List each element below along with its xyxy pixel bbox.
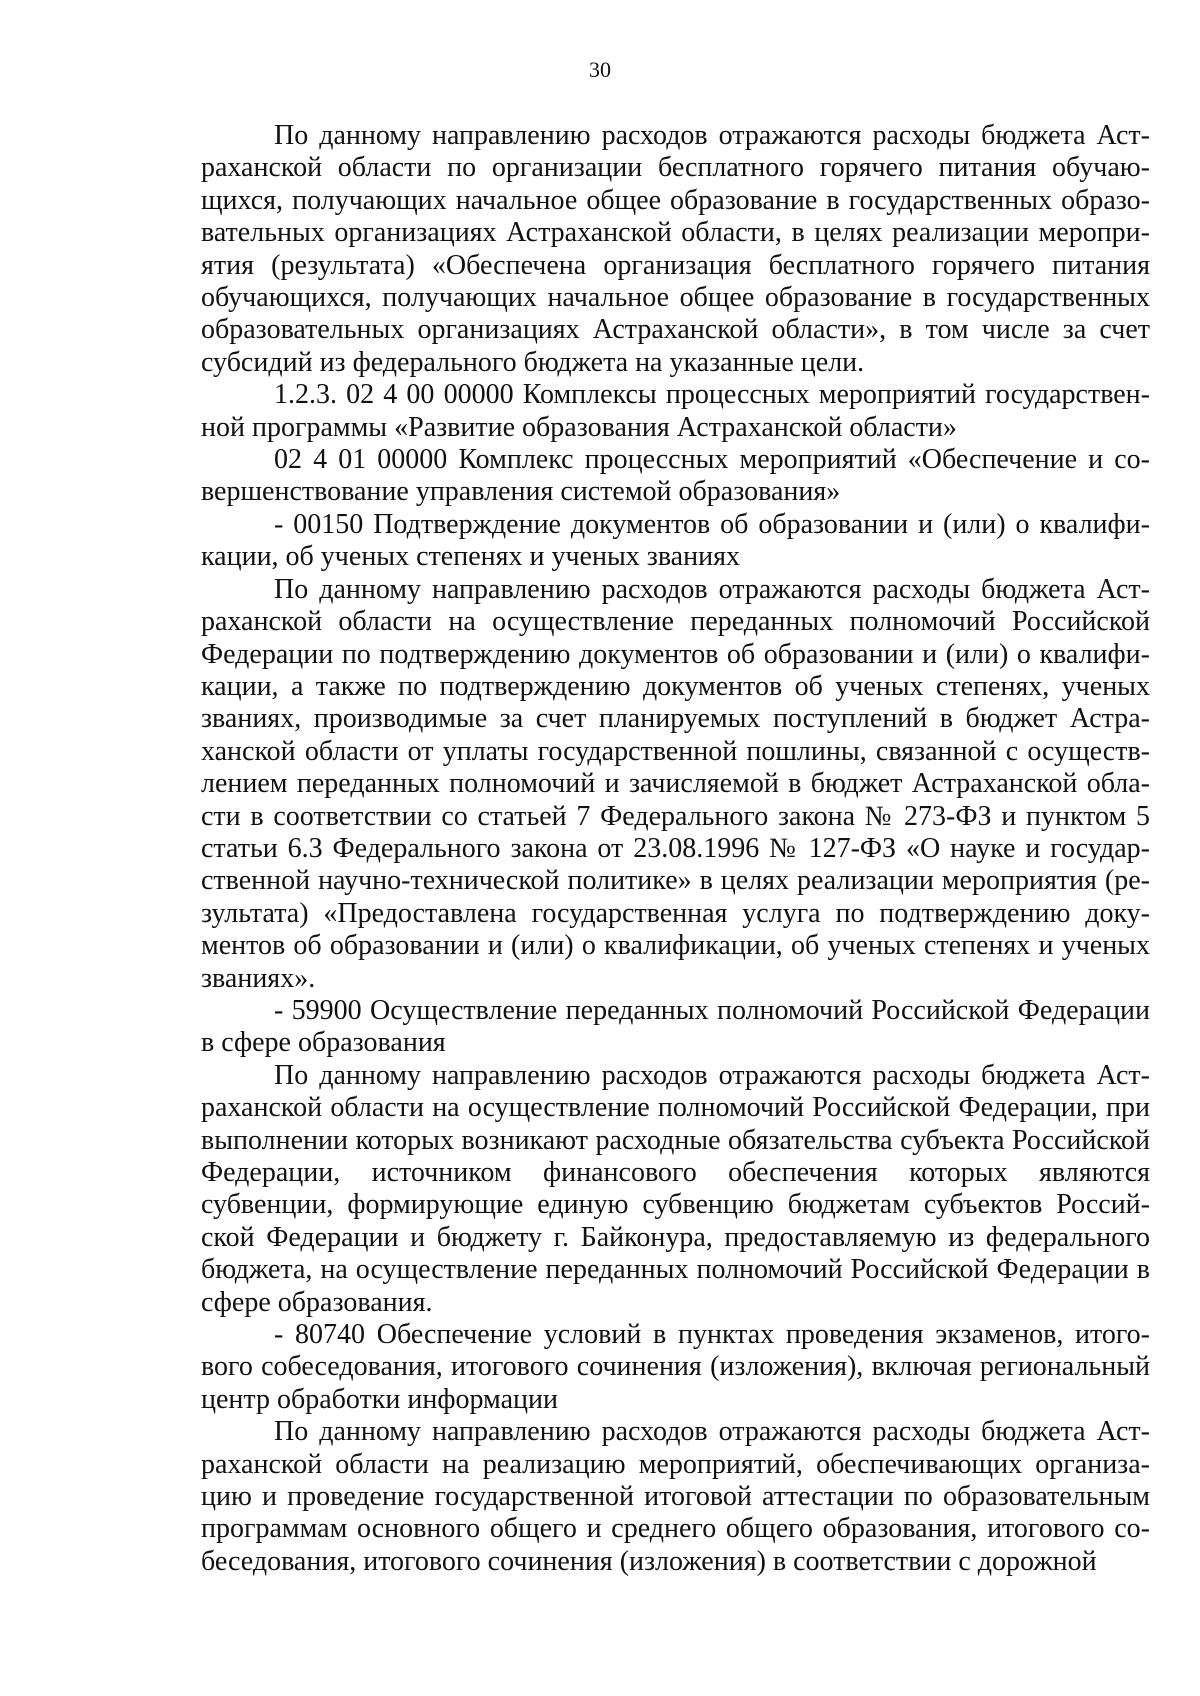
paragraph-code-00150: - 00150 Подтверждение документов об образовании и (или) о квалификации, об ученых степенях и ученых званиях xyxy=(201,508,1150,573)
paragraph-code-59900: - 59900 Осуществление переданных полномочий Российской Федерации в сфере образования xyxy=(201,994,1150,1059)
paragraph-code-80740: - 80740 Обеспечение условий в пунктах проведения экзаменов, итогового собеседования, итогового сочинения (изложения), включая региональный центр обработки информации xyxy=(201,1319,1150,1415)
paragraph-exam-attestation-expenses: По данному направлению расходов отражаются расходы бюджета Астраханской области на реализацию мероприятий, обеспечивающих организацию и проведение государственной итоговой аттестации по образовательным программам основного общего и среднего общего образования, итогового собеседования, итогового сочинения (изложения) в соответствии с дорожной xyxy=(201,1416,1150,1577)
paragraph-heading-management-complex: 02 4 01 00000 Комплекс процессных мероприятий «Обеспечение и совершенствование управления системой образования» xyxy=(201,444,1150,508)
paragraph-heading-process-complexes: 1.2.3. 02 4 00 00000 Комплексы процессных мероприятий государственной программы «Развитие образования Астраханской области» xyxy=(201,379,1150,443)
document-body xyxy=(201,120,1150,1578)
page-number: 30 xyxy=(589,57,611,82)
paragraph-hot-meals-expenses: По данному направлению расходов отражаются расходы бюджета Астраханской области по организации бесплатного горячего питания обучающихся, получающих начальное общее образование в государственных образовательных организациях Астраханской области, в целях реализации мероприятия (результата) «Обеспечена организация бесплатного горячего питания обучающихся, получающих начальное общее образование в государственных образовательных организациях Астраханской области», в том числе за счет субсидий из федерального бюджета на указанные цели. xyxy=(201,120,1150,378)
paragraph-federal-powers-expenses: По данному направлению расходов отражаются расходы бюджета Астраханской области на осуществление полномочий Российской Федерации, при выполнении которых возникают расходные обязательства субъекта Российской Федерации, источником финансового обеспечения которых являются субвенции, формирующие единую субвенцию бюджетам субъектов Российской Федерации и бюджету г. Байконура, предоставляемую из федерального бюджета, на осуществление переданных полномочий Российской Федерации в сфере образования. xyxy=(201,1059,1150,1318)
paragraph-documents-confirmation-expenses: По данному направлению расходов отражаются расходы бюджета Астраханской области на осуществление переданных полномочий Российской Федерации по подтверждению документов об образовании и (или) о квалификации, а также по подтверждению документов об ученых степенях, ученых званиях, производимые за счет планируемых поступлений в бюджет Астраханской области от уплаты государственной пошлины, связанной с осуществлением переданных полномочий и зачисляемой в бюджет Астраханской области в соответствии со статьей 7 Федерального закона № 273-ФЗ и пунктом 5 статьи 6.3 Федерального закона от 23.08.1996 № 127-ФЗ «О науке и государственной научно-технической политике» в целях реализации мероприятия (результата) «Предоставлена государственная услуга по подтверждению документов об образовании и (или) о квалификации, об ученых степенях и ученых званиях». xyxy=(201,573,1150,994)
